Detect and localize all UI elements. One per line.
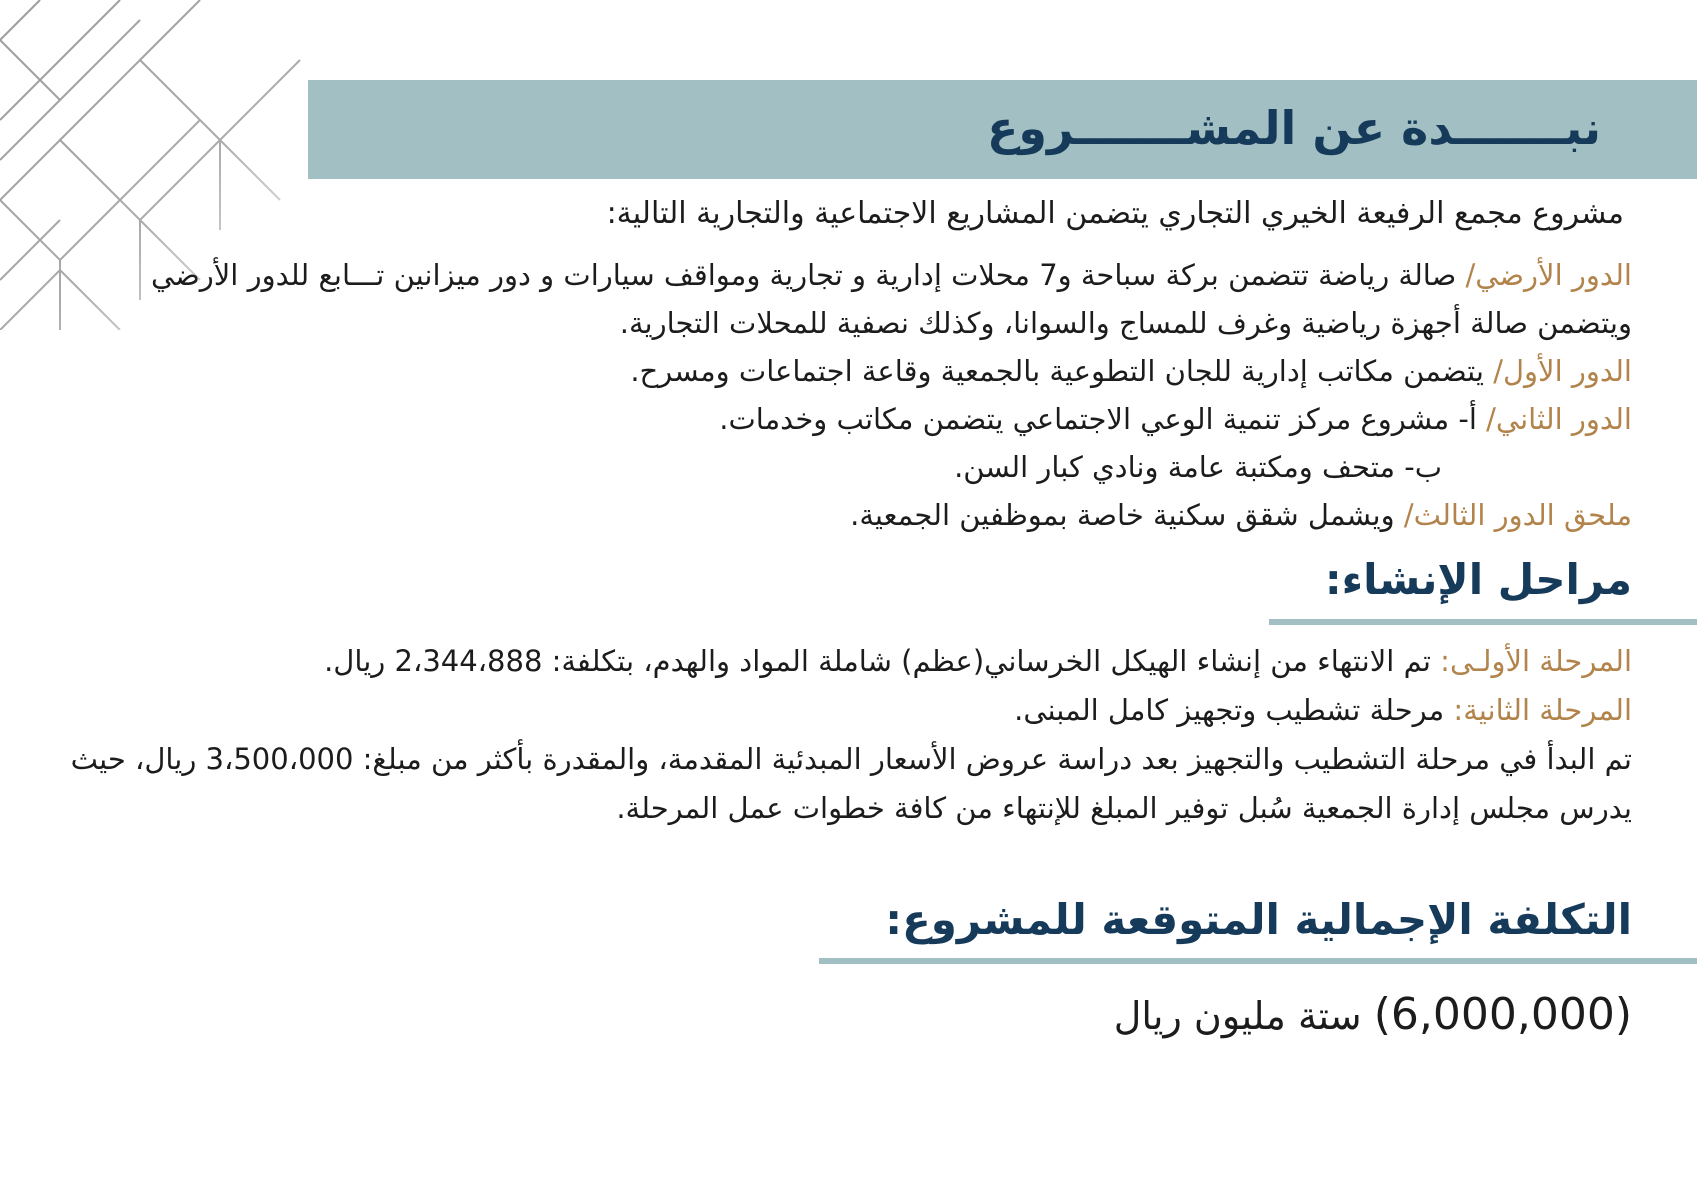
ground-floor-label: الدور الأرضي/ — [1465, 258, 1632, 292]
total-cost-words: ستة مليون ريال — [1113, 994, 1374, 1038]
first-floor-text: يتضمن مكاتب إدارية للجان التطوعية بالجمعية وقاعة اجتماعات ومسرح. — [630, 354, 1494, 388]
page-title: نبـــــــدة عن المشـــــــروع — [986, 101, 1601, 155]
second-floor-label: الدور الثاني/ — [1486, 402, 1632, 436]
first-floor-paragraph — [52, 347, 1632, 395]
stages-section — [32, 637, 1632, 833]
third-floor-annex-text: ويشمل شقق سكنية خاصة بموظفين الجمعية. — [850, 498, 1404, 532]
third-floor-annex-paragraph — [52, 491, 1632, 539]
stage-two-label: المرحلة الثانية: — [1453, 693, 1632, 727]
total-cost-amount: (6,000,000) — [1373, 989, 1632, 1040]
title-banner — [308, 80, 1697, 179]
stage-two-text: مرحلة تشطيب وتجهيز كامل المبنى. — [1014, 693, 1454, 727]
stage-one-label: المرحلة الأولـى: — [1440, 644, 1632, 678]
stage-two-paragraph — [32, 686, 1632, 735]
total-cost-heading: التكلفة الإجمالية المتوقعة للمشروع: — [885, 895, 1632, 944]
second-floor-item-b: ب- متحف ومكتبة عامة ونادي كبار السن. — [954, 450, 1442, 484]
second-floor-paragraph — [52, 395, 1632, 443]
ground-floor-text: صالة رياضة تتضمن بركة سباحة و7 محلات إدارية و تجارية ومواقف سيارات و دور ميزانين تـــابع للدور الأرضي ويتضمن صالة أجهزة رياضية وغرف للمساج والسوانا، وكذلك نصفية للمحلات التجارية. — [150, 258, 1632, 340]
ground-floor-paragraph — [52, 251, 1632, 347]
floors-section — [52, 251, 1632, 539]
second-floor-text: أ- مشروع مركز تنمية الوعي الاجتماعي يتضمن مكاتب وخدمات. — [719, 402, 1487, 436]
stage-one-text: تم الانتهاء من إنشاء الهيكل الخرساني(عظم) شاملة المواد والهدم، بتكلفة: 2،344،888 ريال. — [324, 644, 1441, 678]
total-cost-value — [1114, 985, 1632, 1046]
construction-stages-heading: مراحل الإنشاء: — [1324, 555, 1632, 604]
stage-one-paragraph — [32, 637, 1632, 686]
first-floor-label: الدور الأول/ — [1493, 354, 1632, 388]
intro-text: مشروع مجمع الرفيعة الخيري التجاري يتضمن المشاريع الاجتماعية والتجارية التالية: — [606, 196, 1624, 231]
third-floor-annex-label: ملحق الدور الثالث/ — [1403, 498, 1632, 532]
stage-two-note: تم البدأ في مرحلة التشطيب والتجهيز بعد دراسة عروض الأسعار المبدئية المقدمة، والمقدرة بأكثر من مبلغ: 3،500،000 ريال، حيث يدرس مجلس إدارة الجمعية سُبل توفير المبلغ للإنتهاء من كافة خطوات عمل المرحلة. — [70, 742, 1632, 825]
cost-heading-underline — [819, 958, 1697, 964]
stages-heading-underline — [1269, 619, 1697, 625]
